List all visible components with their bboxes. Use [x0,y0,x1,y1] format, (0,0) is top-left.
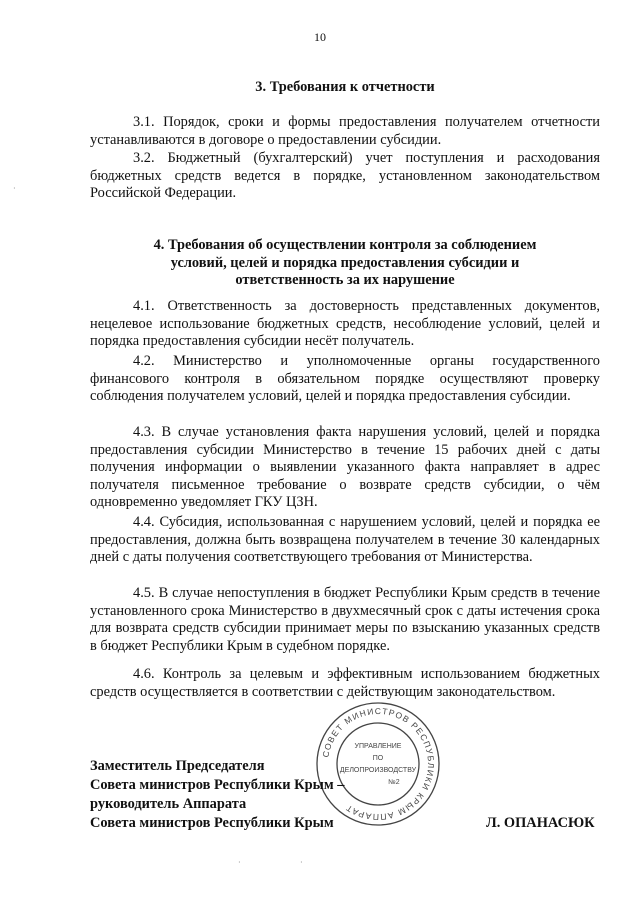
paragraph-4-4: 4.4. Субсидия, использованная с нарушением условий, целей и порядка ее предоставления, должна быть возвращена получателем в течение 30 календарных дней с даты получения соответствующего требования от Министерства. [90,514,600,565]
signature-line-2: Совета министров Республики Крым – [90,777,345,793]
scan-mark: · [13,184,16,193]
stamp-line-4: №2 [388,779,400,786]
stamp-line-3: ДЕЛОПРОИЗВОДСТВУ [339,767,417,774]
signature-line-1: Заместитель Председателя [90,758,265,774]
paragraph-3-2: 3.2. Бюджетный (бухгалтерский) учет поступления и расходования бюджетных средств ведется в порядке, установленном законодательством Российской Федерации. [90,150,600,201]
stamp-line-1: УПРАВЛЕНИЕ [354,743,402,750]
paragraph-4-3: 4.3. В случае установления факта нарушения условий, целей и порядка предоставления субсидии Министерство в течение 15 рабочих дней с даты получения информации о выявлении указанного факта направляет в адрес получателя письменное требование о возврате средств субсидии, о чём одновременно уведомляет ГКУ ЦЗН. [90,424,600,510]
paragraph-3-1: 3.1. Порядок, сроки и формы предоставления получателем отчетности устанавливаются в договоре о предоставлении субсидии. [90,114,600,148]
paragraph-4-1: 4.1. Ответственность за достоверность представленных документов, нецелевое использование бюджетных средств, несоблюдение условий, целей и порядка предоставления субсидии несёт получатель. [90,298,600,349]
signature-line-3: руководитель Аппарата [90,796,247,812]
paragraph-4-6: 4.6. Контроль за целевым и эффективным использованием бюджетных средств осуществляется в соответствии с действующим законодательством. [90,666,600,700]
scan-mark: · [238,858,241,867]
signer-name: Л. ОПАНАСЮК [486,815,595,831]
scan-mark: · [300,858,303,867]
page-number: 10 [314,30,326,44]
section-4-title: 4. Требования об осуществлении контроля за соблюдением условий, целей и порядка предоставления субсидии и ответственность за их нарушение [153,237,537,288]
signature-line-4: Совета министров Республики Крым [90,815,334,831]
stamp-line-2: ПО [372,755,384,762]
section-3-title: 3. Требования к отчетности [255,79,435,95]
paragraph-4-5: 4.5. В случае непоступления в бюджет Республики Крым средств в течение установленного срока Министерство в двухмесячный срок с даты истечения срока для возврата средств субсидии принимает меры по взысканию указанных средств в бюджет Республики Крым в судебном порядке. [90,585,600,654]
stamp-ring-text: СОВЕТ МИНИСТРОВ РЕСПУБЛИКИ КРЫМ АППАРАТ [320,705,437,823]
paragraph-4-2: 4.2. Министерство и уполномоченные органы государственного финансового контроля в обязательном порядке осуществляют проверку соблюдения получателем условий, целей и порядка предоставления субсидии. [90,353,600,404]
signature-block [90,757,510,833]
